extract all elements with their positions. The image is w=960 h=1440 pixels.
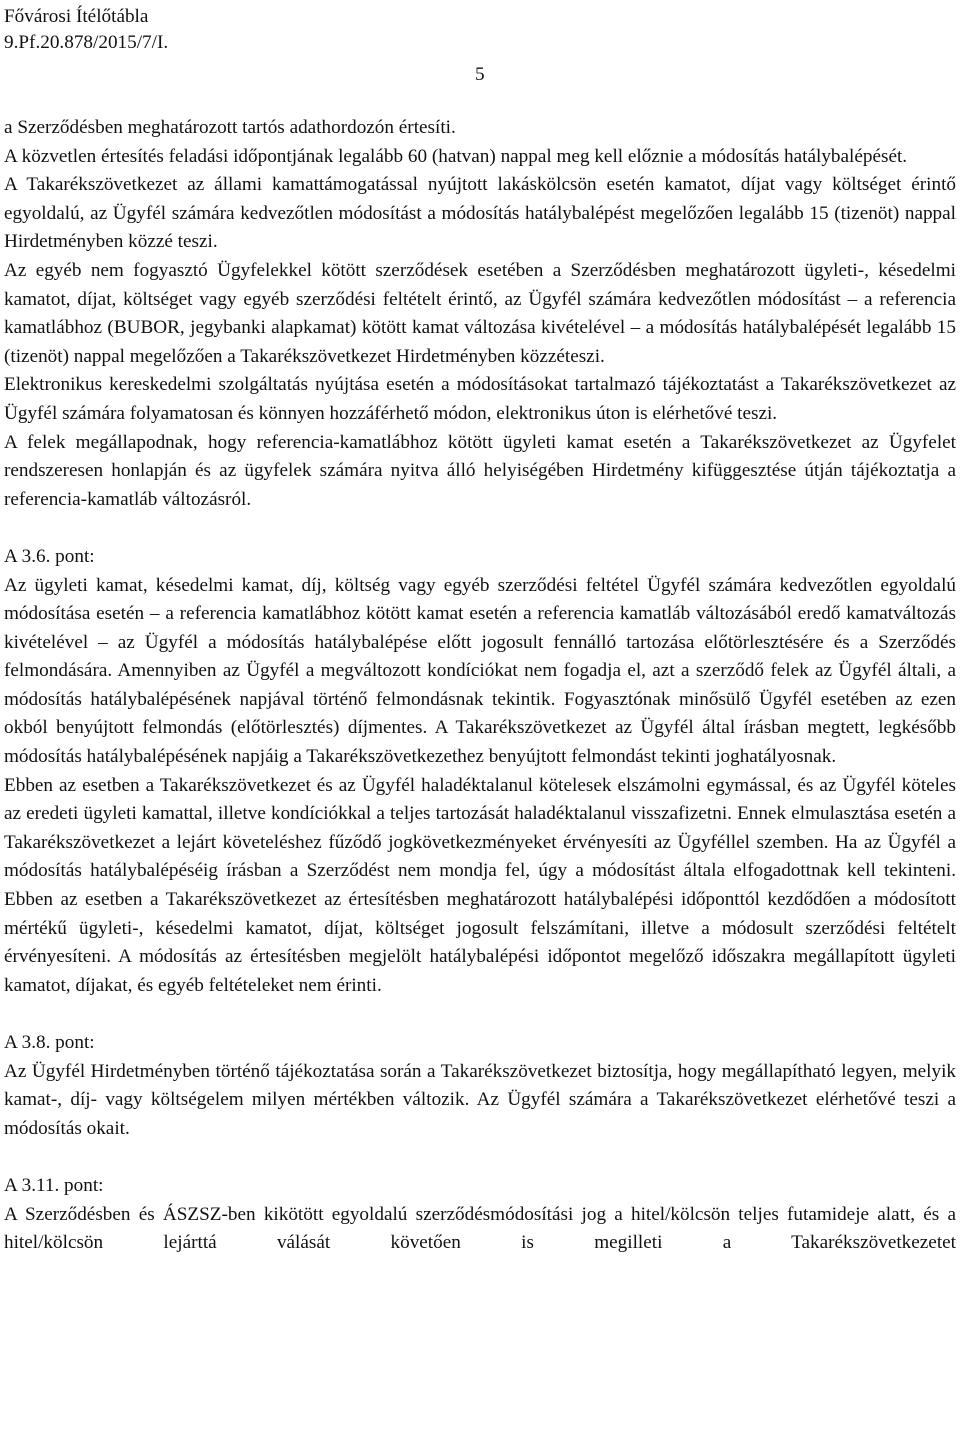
document-body	[4, 114, 956, 1258]
paragraph: A közvetlen értesítés feladási időpontjának legalább 60 (hatvan) nappal meg kell előznie a módosítás hatálybalépését.	[4, 145, 908, 167]
paragraph: Elektronikus kereskedelmi szolgáltatás nyújtása esetén a módosításokat tartalmazó tájékoztatást a Takarékszövetkezet az Ügyfél számára folyamatosan és könnyen hozzáférhető módon, elektronikus úton is elérhetővé teszi.	[4, 374, 956, 424]
document-header	[4, 4, 168, 56]
paragraph: Ebben az esetben a Takarékszövetkezet és az Ügyfél haladéktalanul kötelesek elszámolni egymással, és az Ügyfél köteles az eredeti ügyleti kamattal, illetve kondíciókkal a teljes tartozását haladéktalanul visszafizetni. Ennek elmulasztása esetén a Takarékszövetkezet a lejárt követeléshez fűződő jogkövetkezményeket érvényesíti az Ügyféllel szemben. Ha az Ügyfél a módosítás hatálybalépéséig írásban a Szerződést nem mondja fel, úgy a módosítást általa elfogadottnak kell tekinteni. Ebben az esetben a Takarékszövetkezet az értesítésben meghatározott hatálybalépési időponttól kezdődően a módosított mértékű ügyleti-, késedelmi kamatot, díjat, költséget jogosult felszámítani, illetve a módosult szerződési feltételt érvényesíteni. A módosítás az értesítésben megjelölt hatálybalépési időpontot megelőző időszakra megállapított ügyleti kamatot, díjakat, és egyéb feltételeket nem érinti.	[4, 774, 956, 996]
section-heading: A 3.11. pont:	[4, 1174, 104, 1196]
paragraph: a Szerződésben meghatározott tartós adathordozón értesíti.	[4, 117, 456, 138]
paragraph: Az Ügyfél Hirdetményben történő tájékoztatása során a Takarékszövetkezet biztosítja, hogy megállapítható legyen, melyik kamat-, díj- vagy költségelem milyen mértékben változik. Az Ügyfél számára a Takarékszövetkezet elérhetővé teszi a módosítás okait.	[4, 1060, 956, 1139]
court-name: Fővárosi Ítélőtábla	[4, 6, 149, 27]
paragraph: A felek megállapodnak, hogy referencia-kamatlábhoz kötött ügyleti kamat esetén a Takarékszövetkezet az Ügyfelet rendszeresen honlapján és az ügyfelek számára nyitva álló helyiségében Hirdetmény kifüggesztése útján tájékoztatja a referencia-kamatláb változásról.	[4, 431, 956, 510]
page-number: 5	[475, 64, 485, 85]
paragraph: Az ügyleti kamat, késedelmi kamat, díj, költség vagy egyéb szerződési feltétel Ügyfél számára kedvezőtlen egyoldalú módosítása esetén – a referencia kamatlábhoz kötött kamat esetén a referencia kamatláb változásából eredő kamatváltozás kivételével – az Ügyfél a módosítás hatálybalépése előtt jogosult fennálló tartozása előtörlesztésére és a Szerződés felmondására. Amennyiben az Ügyfél a megváltozott kondíciókat nem fogadja el, azt a szerződő felek az Ügyfél általi, a módosítás hatálybalépésének napjával történő felmondásnak tekintik. Fogyasztónak minősülő Ügyfél esetében az ezen okból benyújtott felmondás (előtörlesztés) díjmentes. A Takarékszövetkezet az Ügyfél által írásban megtett, legkésőbb módosítás hatálybalépésének napjáig a Takarékszövetkezethez benyújtott felmondást tekinti joghatályosnak.	[4, 574, 956, 768]
paragraph: Az egyéb nem fogyasztó Ügyfelekkel kötött szerződések esetében a Szerződésben meghatározott ügyleti-, késedelmi kamatot, díjat, költséget vagy egyéb szerződési feltételt érintő, az Ügyfél számára kedvezőtlen módosítást – a referencia kamatlábhoz (BUBOR, jegybanki alapkamat) kötött kamat változása kivételével – a módosítás hatálybalépését legalább 15 (tizenöt) nappal megelőzően a Takarékszövetkezet Hirdetményben közzéteszi.	[4, 259, 956, 367]
paragraph: A Takarékszövetkezet az állami kamattámogatással nyújtott lakáskölcsön esetén kamatot, díjat vagy költséget érintő egyoldalú, az Ügyfél számára kedvezőtlen módosítást a módosítás hatálybalépést megelőzően legalább 15 (tizenöt) nappal Hirdetményben közzé teszi.	[4, 174, 956, 253]
paragraph: A Szerződésben és ÁSZSZ-ben kikötött egyoldalú szerződésmódosítási jog a hitel/kölcsön teljes futamideje alatt, és a hitel/kölcsön lejárttá válását követően is megilleti a Takarékszövetkezetet	[4, 1203, 956, 1254]
case-number: 9.Pf.20.878/2015/7/I.	[4, 32, 169, 53]
section-heading: A 3.8. pont:	[4, 1032, 95, 1053]
section-heading: A 3.6. pont:	[4, 545, 95, 567]
